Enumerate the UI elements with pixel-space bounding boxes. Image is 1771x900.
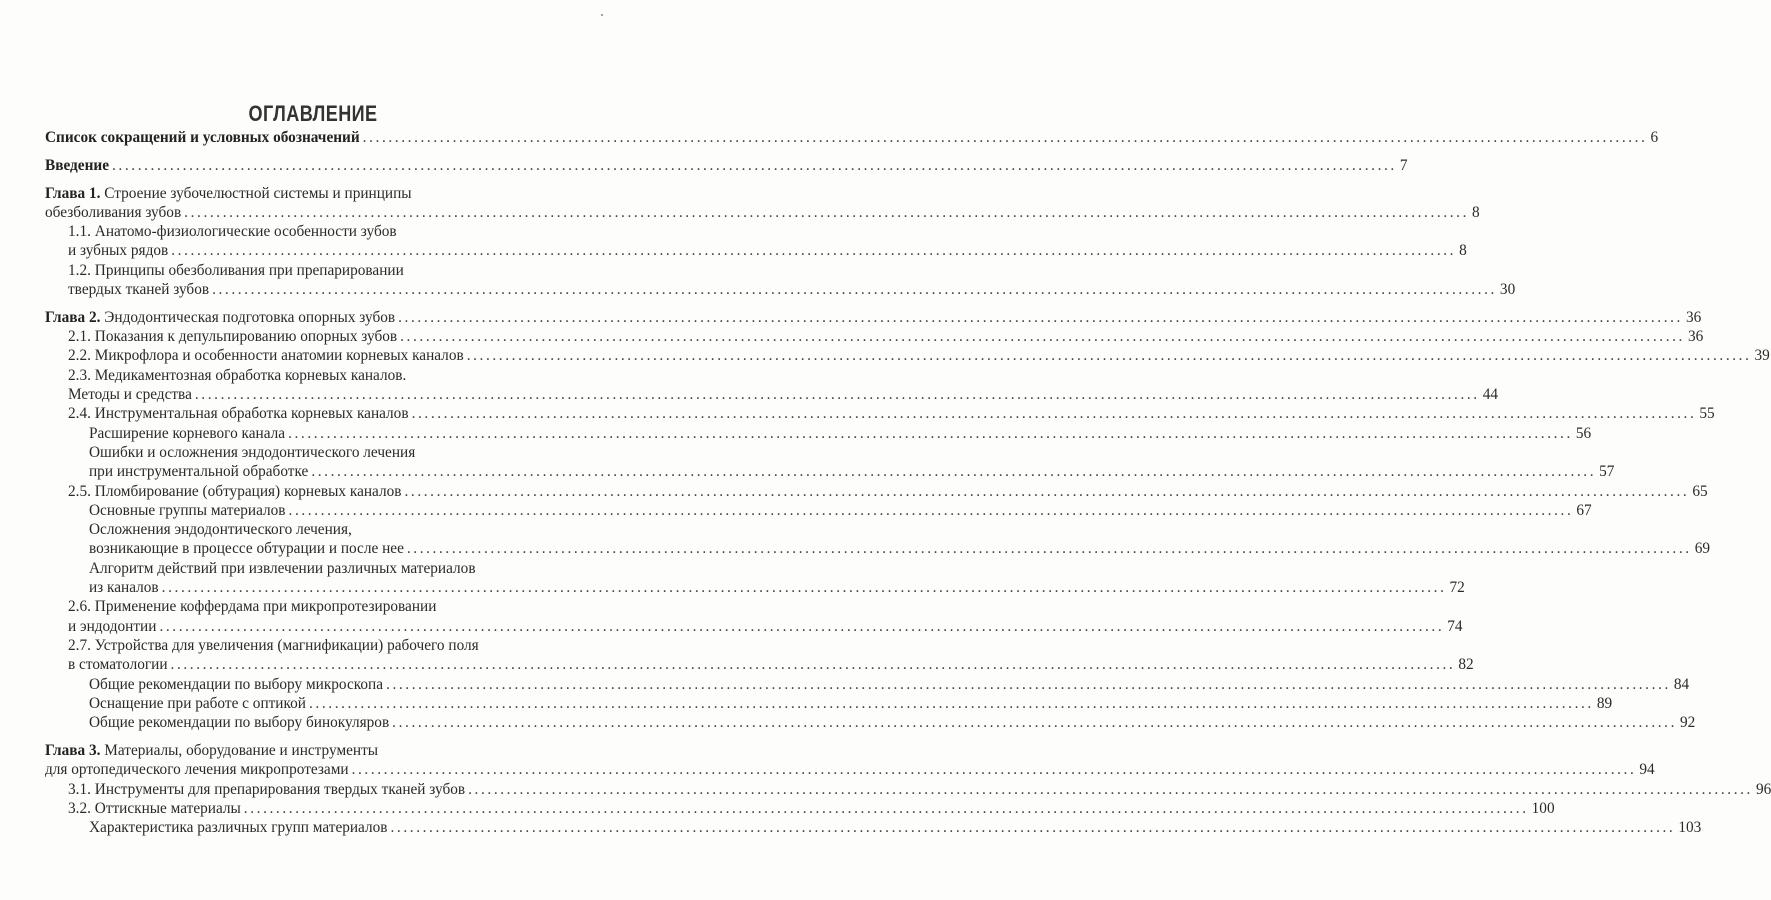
page-number: 74 <box>1447 617 1463 635</box>
toc-entry[interactable] <box>45 501 1592 520</box>
dot-leader: ........................................................................................................................................................................................................ <box>170 656 1456 674</box>
dot-leader: ........................................................................................................................................................................................................ <box>398 308 1683 326</box>
table-of-contents <box>45 128 1771 837</box>
toc-line <box>45 760 1655 779</box>
toc-entry[interactable] <box>45 559 1465 598</box>
toc-label: Алгоритм действий при извлечении различных материалов <box>89 559 476 577</box>
page-number: 72 <box>1449 579 1465 597</box>
page-number: 96 <box>1755 780 1771 798</box>
toc-line <box>45 443 577 462</box>
toc-entry[interactable] <box>45 346 1770 365</box>
toc-line <box>45 346 1770 365</box>
toc-text <box>45 185 412 202</box>
page-speck <box>601 14 603 16</box>
toc-entry[interactable] <box>45 156 1408 175</box>
toc-text <box>89 675 383 694</box>
toc-text <box>89 424 285 443</box>
toc-line <box>45 404 1715 423</box>
toc-line <box>45 559 577 578</box>
toc-entry[interactable] <box>45 818 1702 837</box>
toc-entry[interactable] <box>45 443 1615 482</box>
toc-text <box>89 444 415 461</box>
toc-entry[interactable] <box>45 780 1771 799</box>
toc-label: для ортопедического лечения микропротезами <box>45 761 349 779</box>
toc-line <box>45 818 1702 837</box>
dot-leader: ........................................................................................................................................................................................................ <box>386 675 1671 693</box>
toc-text <box>89 694 306 713</box>
toc-entry[interactable] <box>45 261 1516 300</box>
toc-text <box>68 346 464 365</box>
page-number: 89 <box>1596 694 1613 712</box>
toc-text <box>68 780 465 799</box>
toc-label: 2.5. Пломбирование (обтурация) корневых каналов <box>68 482 402 500</box>
page-number: 36 <box>1687 328 1704 346</box>
toc-line <box>45 539 1710 558</box>
toc-text <box>68 280 209 299</box>
toc-label: Эндодонтическая подготовка опорных зубов <box>104 308 396 326</box>
page-number: 84 <box>1673 675 1690 693</box>
dot-leader: ........................................................................................................................................................................................................ <box>212 281 1497 299</box>
toc-text <box>89 560 476 577</box>
toc-entry[interactable] <box>45 799 1555 818</box>
toc-label: 2.6. Применение коффердама при микропротезировании <box>68 598 437 616</box>
toc-line <box>45 366 577 385</box>
page-number: 67 <box>1576 501 1592 519</box>
toc-text <box>68 637 479 654</box>
toc-text <box>68 385 192 404</box>
toc-text <box>68 327 397 346</box>
dot-leader: ........................................................................................................................................................................................................ <box>288 501 1574 519</box>
toc-line <box>45 501 1592 520</box>
toc-entry[interactable] <box>45 482 1708 501</box>
page-number: 57 <box>1599 463 1615 481</box>
toc-label: в стоматологии <box>68 656 168 674</box>
toc-entry[interactable] <box>45 520 1710 559</box>
toc-entry[interactable] <box>45 424 1592 443</box>
toc-bold-label: Введение <box>45 156 109 174</box>
toc-label: и эндодонтии <box>68 617 157 635</box>
page-number: 69 <box>1694 540 1710 558</box>
page-number: 100 <box>1531 799 1555 817</box>
dot-leader: ........................................................................................................................................................................................................ <box>288 424 1573 442</box>
toc-text <box>68 482 401 501</box>
dot-leader: ........................................................................................................................................................................................................ <box>400 328 1685 346</box>
toc-entry[interactable] <box>45 636 1474 675</box>
toc-label: 3.1. Инструменты для препарирования твердых тканей зубов <box>68 780 466 798</box>
toc-entry[interactable] <box>45 713 1696 732</box>
toc-text <box>45 128 360 147</box>
toc-line <box>45 156 1408 175</box>
toc-text <box>68 799 241 818</box>
toc-text <box>89 818 388 837</box>
page-number: 103 <box>1678 819 1702 837</box>
toc-entry[interactable] <box>45 128 1659 147</box>
page-number: 94 <box>1639 761 1655 779</box>
dot-leader: ........................................................................................................................................................................................................ <box>466 347 1752 365</box>
dot-leader: ........................................................................................................................................................................................................ <box>159 617 1445 635</box>
toc-label: из каналов <box>89 579 159 597</box>
toc-label: Строение зубочелюстной системы и принципы <box>104 184 412 202</box>
toc-line <box>45 424 1592 443</box>
toc-label: Общие рекомендации по выбору микроскопа <box>89 675 384 693</box>
toc-line <box>45 799 1555 818</box>
toc-label: Осложнения эндодонтического лечения, <box>89 521 352 539</box>
toc-bold-label: Глава 3. <box>45 741 101 759</box>
page-number: 6 <box>1650 129 1659 146</box>
toc-entry[interactable] <box>45 597 1463 636</box>
toc-label: Материалы, оборудование и инструменты <box>104 741 379 759</box>
toc-text <box>68 655 168 674</box>
dot-leader: ........................................................................................................................................................................................................ <box>243 799 1529 817</box>
toc-line <box>45 280 1516 299</box>
toc-label: 2.7. Устройства для увеличения (магнификации) рабочего поля <box>68 636 479 654</box>
toc-entry[interactable] <box>45 222 1467 261</box>
toc-text <box>45 156 109 175</box>
toc-line <box>45 203 1480 222</box>
toc-entry[interactable] <box>45 184 1480 223</box>
toc-line <box>45 578 1465 597</box>
toc-text <box>89 578 159 597</box>
page-title: ОГЛАВЛЕНИЕ <box>248 100 378 126</box>
page-number: 56 <box>1575 424 1592 442</box>
toc-label: Методы и средства <box>68 386 192 404</box>
toc-line <box>45 482 1708 501</box>
toc-label: твердых тканей зубов <box>68 281 210 299</box>
toc-text <box>89 501 286 520</box>
toc-text <box>89 462 308 481</box>
toc-line <box>45 462 1615 481</box>
toc-label: Характеристика различных групп материалов <box>89 819 388 837</box>
toc-line <box>45 241 1467 260</box>
page-number: 39 <box>1754 347 1770 365</box>
toc-line <box>45 222 577 241</box>
toc-bold-label: Список сокращений и условных обозначений <box>45 129 360 146</box>
dot-leader: ........................................................................................................................................................................................................ <box>161 579 1447 597</box>
page-number: 8 <box>1459 242 1467 260</box>
toc-label: возникающие в процессе обтурации и после нее <box>89 540 404 558</box>
toc-label: при инструментальной обработке <box>89 463 309 481</box>
dot-leader: ........................................................................................................................................................................................................ <box>309 694 1594 712</box>
dot-leader: ........................................................................................................................................................................................................ <box>468 780 1753 798</box>
toc-line <box>45 184 577 203</box>
dot-leader: ........................................................................................................................................................................................................ <box>184 203 1470 221</box>
dot-leader: ........................................................................................................................................................................................................ <box>411 405 1697 423</box>
toc-line <box>45 385 1499 404</box>
toc-entry[interactable] <box>45 404 1715 423</box>
toc-line <box>45 597 577 616</box>
dot-leader: ........................................................................................................................................................................................................ <box>311 463 1597 481</box>
dot-leader: ........................................................................................................................................................................................................ <box>351 761 1637 779</box>
toc-label: обезболивания зубов <box>45 203 182 221</box>
dot-leader: ........................................................................................................................................................................................................ <box>390 819 1676 837</box>
toc-label: Основные группы материалов <box>89 501 286 519</box>
toc-line <box>45 520 577 539</box>
dot-leader: ........................................................................................................................................................................................................ <box>392 714 1678 732</box>
toc-label: 2.3. Медикаментозная обработка корневых каналов. <box>68 366 407 384</box>
toc-text <box>68 598 436 615</box>
toc-label: Оснащение при работе с оптикой <box>89 694 306 712</box>
page-number: 7 <box>1399 156 1408 174</box>
toc-label: 1.2. Принципы обезболивания при препарировании <box>68 261 404 279</box>
toc-text <box>68 404 409 423</box>
toc-text <box>45 308 395 327</box>
toc-text <box>68 241 168 260</box>
toc-label: 2.1. Показания к депульпированию опорных зубов <box>68 328 398 346</box>
toc-text <box>68 262 404 279</box>
page-number: 55 <box>1699 405 1715 423</box>
toc-line <box>45 780 1771 799</box>
toc-bold-label: Глава 2. <box>45 308 101 326</box>
toc-line <box>45 128 1659 147</box>
toc-text <box>68 223 397 240</box>
toc-entry[interactable] <box>45 694 1613 713</box>
toc-text <box>89 713 389 732</box>
toc-label: 3.2. Оттискные материалы <box>68 799 241 817</box>
toc-entry[interactable] <box>45 675 1690 694</box>
toc-text <box>45 742 378 759</box>
toc-text <box>68 617 156 636</box>
toc-entry[interactable] <box>45 366 1499 405</box>
toc-label: 2.4. Инструментальная обработка корневых каналов <box>68 405 409 423</box>
toc-label: Ошибки и осложнения эндодонтического лечения <box>89 443 416 461</box>
toc-line <box>45 617 1463 636</box>
toc-entry[interactable] <box>45 327 1704 346</box>
toc-label: и зубных рядов <box>68 242 169 260</box>
toc-entry[interactable] <box>45 308 1702 327</box>
page-number: 92 <box>1680 714 1696 732</box>
toc-line <box>45 741 577 760</box>
page-number: 36 <box>1685 308 1702 326</box>
toc-text <box>89 539 404 558</box>
toc-line <box>45 694 1613 713</box>
page-number: 8 <box>1472 203 1480 221</box>
page-number: 44 <box>1482 386 1499 404</box>
toc-text <box>68 367 406 384</box>
toc-line <box>45 713 1696 732</box>
toc-text <box>89 521 352 538</box>
toc-line <box>45 261 577 280</box>
dot-leader: ........................................................................................................................................................................................................ <box>406 540 1692 558</box>
page-number: 30 <box>1499 281 1516 299</box>
toc-label: Расширение корневого канала <box>89 424 286 442</box>
toc-line <box>45 675 1690 694</box>
dot-leader: ........................................................................................................................................................................................................ <box>404 482 1690 500</box>
page-number: 82 <box>1458 656 1474 674</box>
toc-text <box>45 203 181 222</box>
toc-label: 2.2. Микрофлора и особенности анатомии корневых каналов <box>68 347 464 365</box>
toc-entry[interactable] <box>45 741 1655 780</box>
dot-leader: ........................................................................................................................................................................................................ <box>194 386 1480 404</box>
toc-line <box>45 636 577 655</box>
dot-leader: ........................................................................................................................................................................................................ <box>362 129 1648 146</box>
toc-line <box>45 308 1702 327</box>
toc-bold-label: Глава 1. <box>45 184 101 202</box>
toc-label: 1.1. Анатомо-физиологические особенности зубов <box>68 223 397 241</box>
toc-text <box>45 760 349 779</box>
toc-label: Общие рекомендации по выбору бинокуляров <box>89 714 390 732</box>
dot-leader: ........................................................................................................................................................................................................ <box>171 242 1457 260</box>
toc-line <box>45 327 1704 346</box>
page-number: 65 <box>1692 482 1708 500</box>
toc-line <box>45 655 1474 674</box>
dot-leader: ........................................................................................................................................................................................................ <box>112 156 1397 174</box>
